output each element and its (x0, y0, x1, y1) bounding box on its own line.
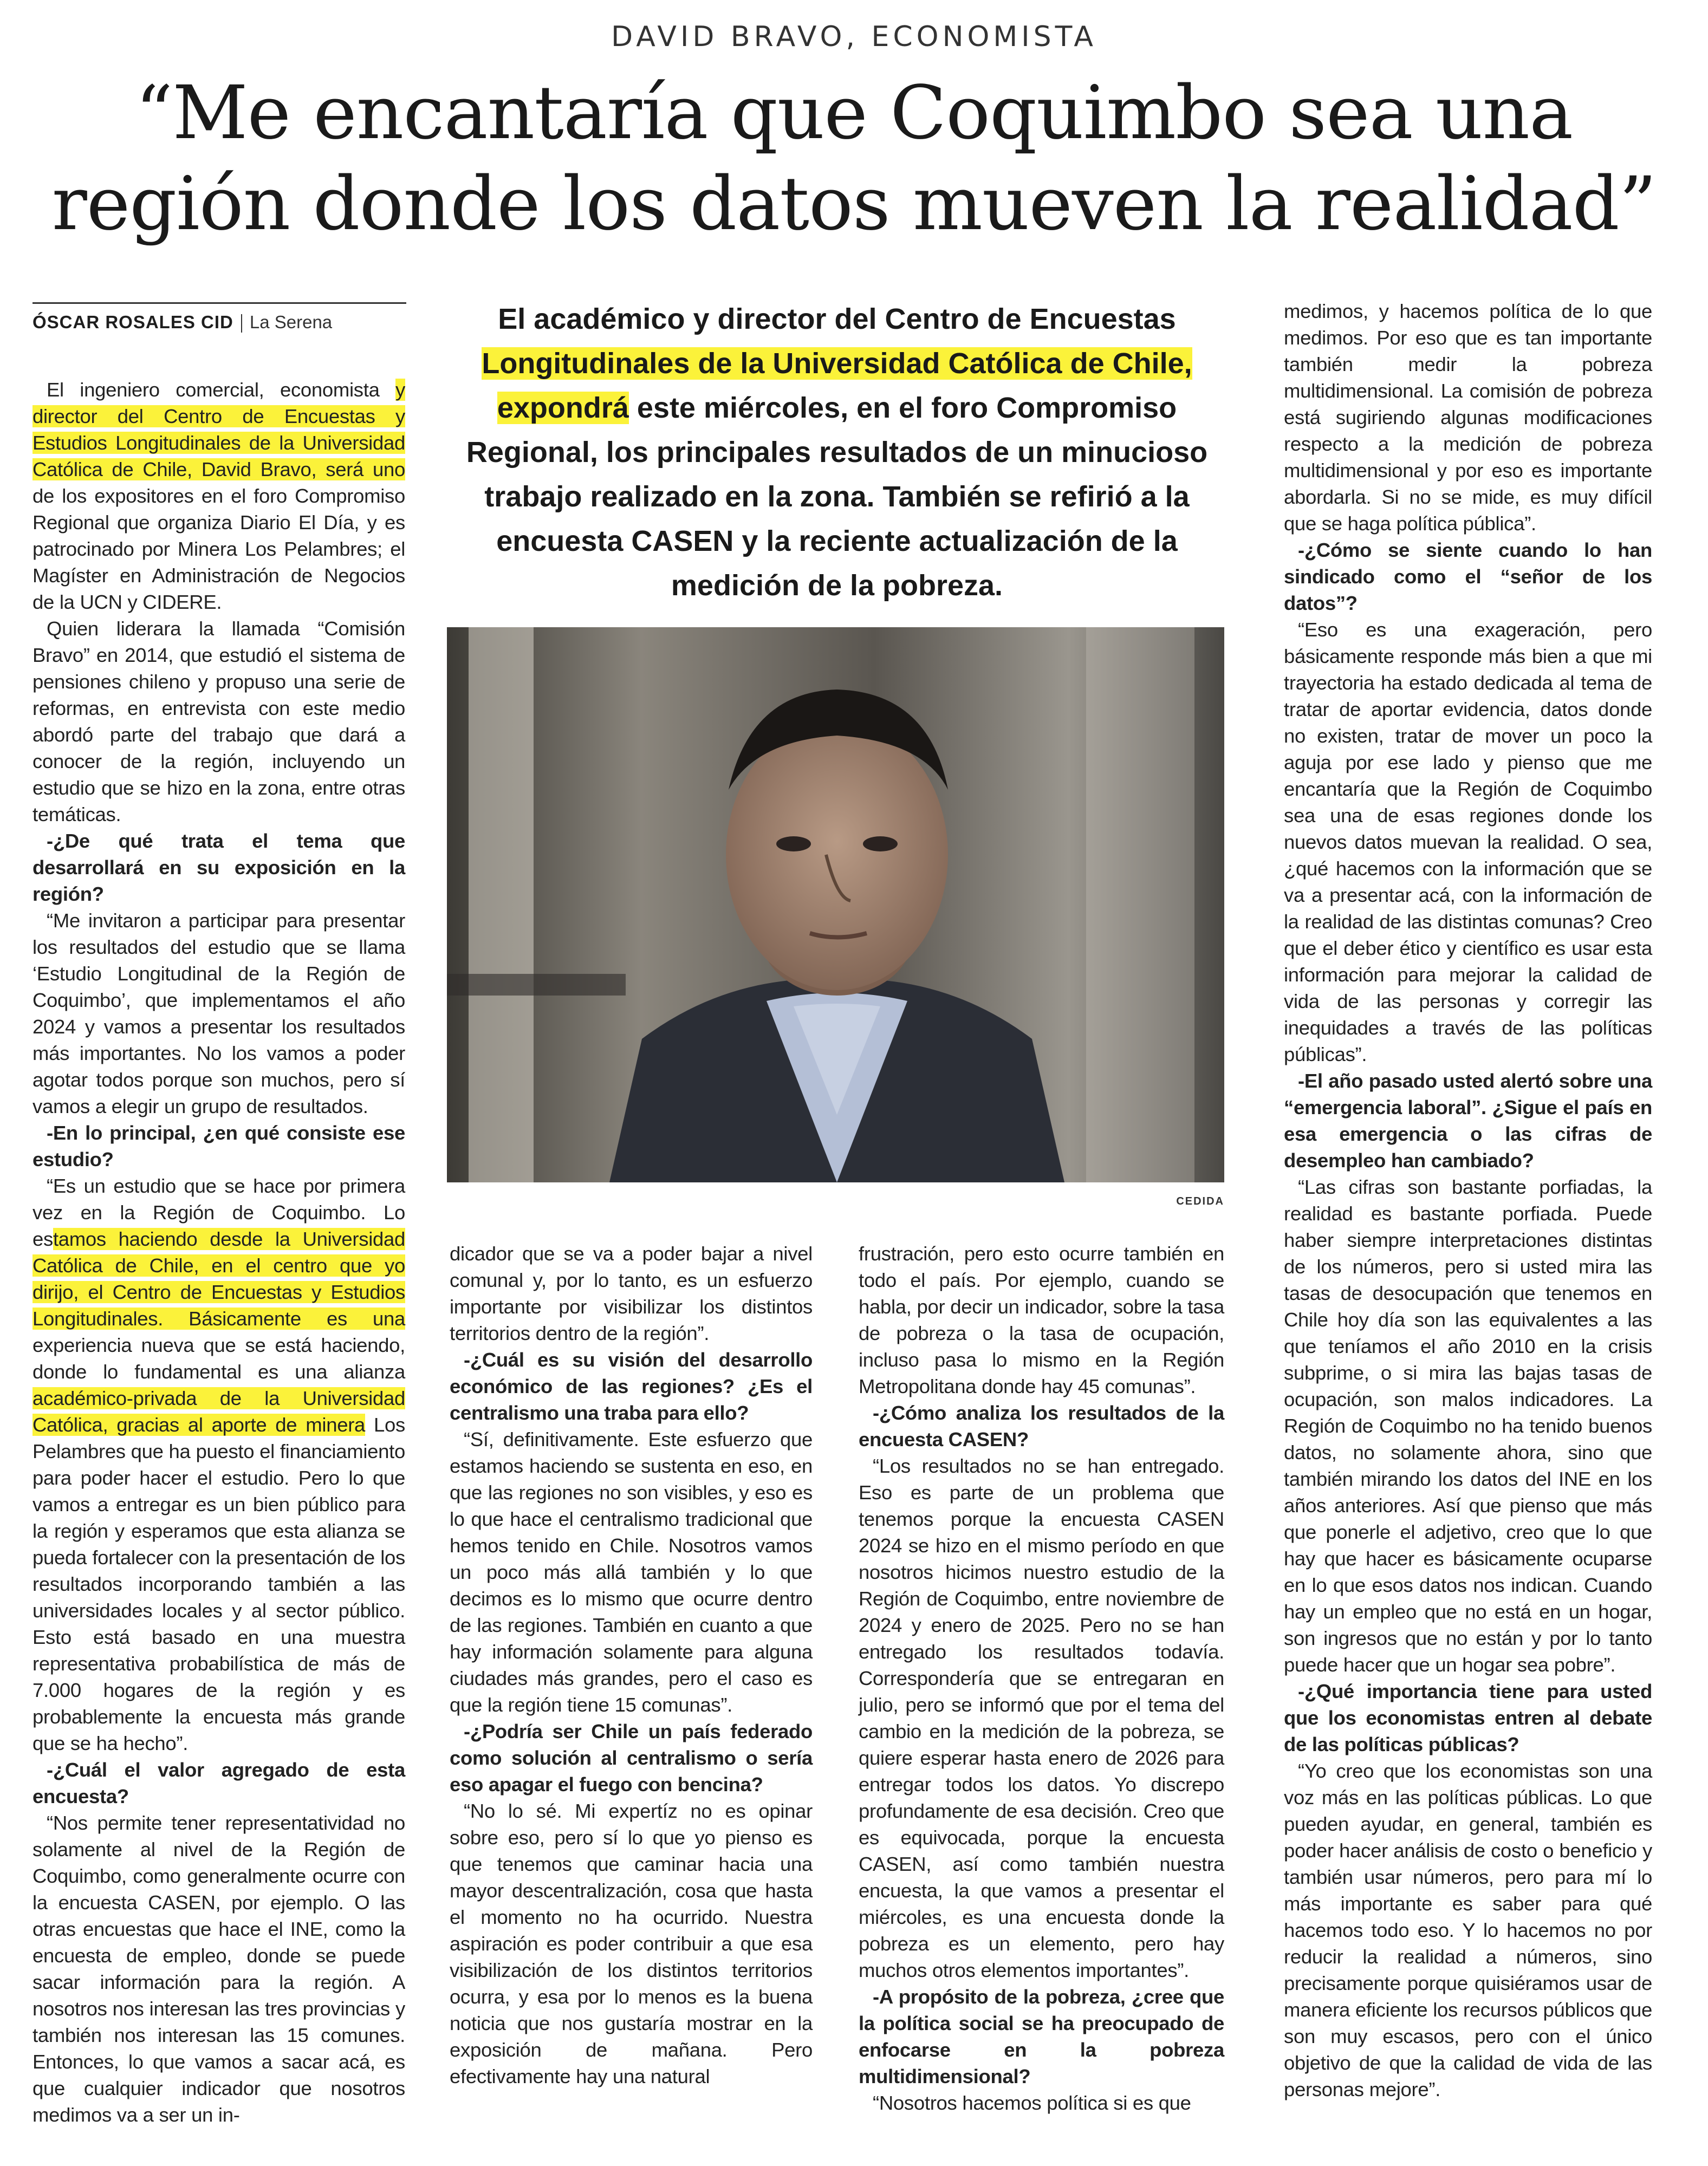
byline-author: ÓSCAR ROSALES CID (33, 312, 233, 332)
interview-question: -¿Cuál es su visión del desarrollo económico de las regiones? ¿Es el centralismo una traba para ello? (450, 1349, 813, 1424)
interview-answer: “Nosotros hacemos política si es que (873, 2092, 1191, 2114)
interview-question: -¿Cuál el valor agregado de esta encuesta? (33, 1759, 405, 1807)
highlighted-text: y director del Centro de Encuestas y Estudios Longitudinales de la Universidad Católica de Chile, David Bravo, será uno (33, 379, 405, 480)
interview-question: -A propósito de la pobreza, ¿cree que la política social se ha preocupado de enfocarse en la pobreza multidimensional? (859, 1986, 1224, 2087)
interview-answer: frustración, pero esto ocurre también en todo el país. Por ejemplo, cuando se habla, por decir un indicador, sobre la tasa de pobreza o la tasa de ocupación, incluso pasa lo mismo en la Región Metropolitana donde hay 45 comunas”. (859, 1243, 1224, 1397)
interview-question: -¿Cómo se siente cuando lo han sindicado como el “señor de los datos”? (1284, 539, 1652, 614)
headline: “Me encantaría que Coquimbo sea una región donde los datos mueven la realidad” (51, 70, 1657, 247)
article-column-3 (859, 1240, 1224, 2116)
interview-answer: “Sí, definitivamente. Este esfuerzo que estamos haciendo se sustenta en eso, en que las regiones no son visibles, y eso es lo que hace el centralismo tradicional que hemos tenido en Chile. Nosotros vamos un poco más allá también y lo que decimos es lo mismo que ocurre dentro de las regiones. También en cuanto a que hay información solamente para alguna ciudades más grandes, pero el caso es que la región tiene 15 comunas”. (450, 1428, 813, 1716)
byline-divider (241, 314, 242, 333)
interview-question: -¿Cómo analiza los resultados de la encuesta CASEN? (859, 1402, 1224, 1450)
interview-answer: “Me invitaron a participar para presentar los resultados del estudio que se llama ‘Estudio Longitudinal de la Región de Coquimbo’, que implementamos el año 2024 y vamos a presentar los resultados más importantes. No los vamos a poder agotar todos porque son muchos, pero sí vamos a elegir un grupo de resultados. (33, 909, 405, 1117)
lead-paragraph: El académico y director del Centro de Encuestas Longitudinales de la Universidad Católica de Chile, expondrá este miércoles, en el foro Compromiso Regional, los principales resultados de un minucioso trabajo realizado en la zona. También se refirió a la encuesta CASEN y la reciente actualización de la medición de la pobreza. (466, 303, 1208, 602)
byline (33, 302, 406, 333)
paragraph: El ingeniero comercial, economista y director del Centro de Encuestas y Estudios Longitudinales de la Universidad Católica de Chile, David Bravo, será uno de los expositores en el foro Compromiso Regional que organiza Diario El Día, y es patrocinado por Minera Los Pelambres; el Magíster en Administración de Negocios de la UCN y CIDERE. (33, 379, 405, 613)
interview-question: -¿Qué importancia tiene para usted que los economistas entren al debate de las políticas públicas? (1284, 1680, 1652, 1755)
photo-credit: CEDIDA (1176, 1195, 1224, 1207)
portrait-photo (447, 627, 1224, 1182)
interview-answer: medimos, y hacemos política de lo que medimos. Por eso que es tan importante también medir la pobreza multidimensional. La comisión de pobreza está sugiriendo algunas modificaciones respecto a la medición de pobreza multidimensional y por eso es importante abordarla. Si no se mide, es muy difícil que se haga política pública”. (1284, 300, 1652, 535)
highlighted-text: tamos haciendo desde la Universidad Católica de Chile, en el centro que yo dirijo, el Centro de Encuestas y Estudios Longitudinales. Básicamente es una (33, 1228, 405, 1330)
kicker: DAVID BRAVO, ECONOMISTA (611, 21, 1097, 53)
interview-answer: “Nos permite tener representatividad no solamente al nivel de la Región de Coquimbo, como generalmente ocurre con la encuesta CASEN, por ejemplo. O las otras encuestas que hace el INE, como la encuesta de empleo, donde se puede sacar información para la región. A nosotros nos interesan las tres provincias y también nos interesan las 15 comunes. Entonces, lo que vamos a sacar acá, es que cualquier indicador que nosotros medimos va a ser un in- (33, 1812, 405, 2126)
interview-question: -En lo principal, ¿en qué consiste ese estudio? (33, 1122, 405, 1170)
interview-question: -El año pasado usted alertó sobre una “emergencia laboral”. ¿Sigue el país en esa emergencia o las cifras de desempleo han cambiado? (1284, 1070, 1652, 1172)
interview-answer: “Los resultados no se han entregado. Eso es parte de un problema que tenemos porque la encuesta CASEN 2024 se hizo en el mismo período en que nosotros hicimos nuestro estudio de la Región de Coquimbo, entre noviembre de 2024 y enero de 2025. Pero no se han entregado los resultados todavía. Correspondería que se entregaran en julio, pero se informó que por el tema del cambio en la medición de la pobreza, se quiere esperar hasta enero de 2026 para entregar todos los datos. Yo discrepo profundamente de esa decisión. Creo que es equivocada, porque la encuesta CASEN, así como también nuestra encuesta, la que vamos a presentar el miércoles, es una encuesta donde la pobreza es un elemento, pero hay muchos otros elementos importantes”. (859, 1455, 1224, 1981)
article-column-4 (1284, 298, 1652, 2103)
interview-answer: “Yo creo que los economistas son una voz más en las políticas públicas. Lo que pueden ayudar, en general, también es poder hacer análisis de costo o beneficio y también usar números, pero para mí lo más importante es saber para qué hacemos todo eso. Y lo hacemos no por reducir la realidad a números, sino precisamente porque quisiéramos usar de manera eficiente los recursos públicos que son muy escasos, pero con el único objetivo de que la calidad de vida de las personas mejore”. (1284, 1760, 1652, 2100)
interview-question: -¿Podría ser Chile un país federado como solución al centralismo o sería eso apagar el fuego con bencina? (450, 1720, 813, 1796)
interview-answer: dicador que se va a poder bajar a nivel comunal y, por lo tanto, es un esfuerzo importante por visibilizar los distintos territorios dentro de la región”. (450, 1243, 813, 1344)
interview-answer: “Eso es una exageración, pero básicamente responde más bien a que mi trayectoria ha estado dedicada al tema de tratar de aportar evidencia, datos donde no existen, tratar de mover un poco la aguja por ese lado y pienso que me encantaría que la Región de Coquimbo sea una de esas regiones donde los nuevos datos muevan la realidad. O sea, ¿qué hacemos con la información que se va a presentar acá, con la información de la realidad de las distintas comunas? Creo que el deber ético y científico es usar esta información para mejorar la calidad de vida de las personas y corregir las inequidades a través de las políticas públicas”. (1284, 619, 1652, 1065)
highlighted-text: académico-privada de la Universidad Católica, gracias al aporte de minera (33, 1387, 405, 1436)
highlighted-text: Longitudinales de la Universidad Católica de Chile, expondrá (482, 347, 1192, 424)
article-column-1 (33, 376, 405, 2128)
interview-question: -¿De qué trata el tema que desarrollará en su exposición en la región? (33, 830, 405, 905)
byline-place: La Serena (249, 312, 333, 332)
article-column-2 (450, 1240, 813, 2090)
paragraph: Quien liderara la llamada “Comisión Bravo” en 2014, que estudió el sistema de pensiones chileno y propuso una serie de reformas, en entrevista con este medio abordó parte del trabajo que dará a conocer de la región, incluyendo un estudio que se hizo en la zona, entre otras temáticas. (33, 617, 405, 825)
interview-answer: “Las cifras son bastante porfiadas, la realidad es bastante porfiada. Puede haber siempre interpretaciones distintas de los números, pero si usted mira las tasas de desocupación que tenemos en Chile hoy día son las equivalentes a las que teníamos el año 2010 en la crisis subprime, o si mira las bajas tasas de ocupación, son malos indicadores. La Región de Coquimbo no ha tenido buenos datos, no solamente ahora, sino que también mirando los datos del INE en los años anteriores. Así que pienso que más que ponerle el adjetivo, creo que lo que hay que hacer es básicamente ocuparse en lo que esos datos nos indican. Cuando hay un empleo que no está en un hogar, son ingresos que no están y por lo tanto puede hacer que un hogar sea pobre”. (1284, 1176, 1652, 1676)
interview-answer: “No lo sé. Mi expertíz no es opinar sobre eso, pero sí lo que yo pienso es que tenemos que caminar hacia una mayor descentralización, cosa que hasta el momento no ha ocurrido. Nuestra aspiración es poder contribuir a que esa visibilización de los distintos territorios ocurra, y esa por lo menos es la buena noticia que nos gustaría mostrar en la exposición de mañana. Pero efectivamente hay una natural (450, 1800, 813, 2087)
interview-answer: “Es un estudio que se hace por primera vez en la Región de Coquimbo. Lo estamos haciendo desde la Universidad Católica de Chile, en el centro que yo dirijo, el Centro de Encuestas y Estudios Longitudinales. Básicamente es una experiencia nueva que se está haciendo, donde lo fundamental es una alianza académico-privada de la Universidad Católica, gracias al aporte de minera Los Pelambres que ha puesto el financiamiento para poder hacer el estudio. Pero lo que vamos a entregar es un bien público para la región y esperamos que esta alianza se pueda fortalecer con la presentación de los resultados incorporando también a las universidades locales y al sector público. Esto está basado en una muestra representativa probabilística de más de 7.000 hogares de la región y es probablemente la encuesta más grande que se ha hecho”. (33, 1175, 405, 1754)
